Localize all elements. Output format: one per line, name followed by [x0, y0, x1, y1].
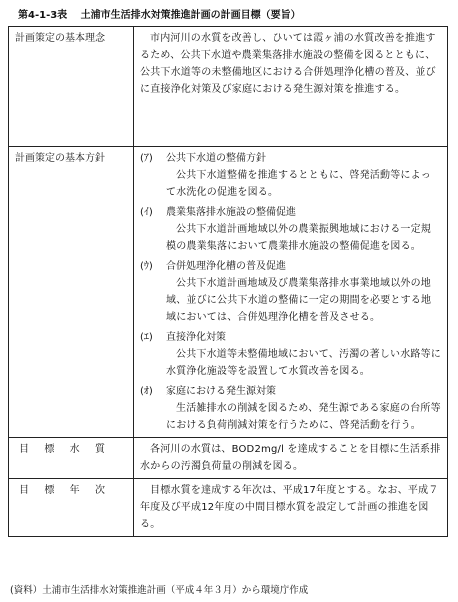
target-year-text: 目標水質を達成する年次は、平成17年度とする。なお、平成７年度及び平成12年度の中間目標水質を設定して計画の推進を図る。 [140, 485, 439, 530]
table-row [9, 438, 448, 479]
table-title [18, 6, 448, 21]
item-heading: 農業集落排水施設の整備促進 [166, 207, 296, 218]
policy-item [140, 329, 441, 380]
policy-item [140, 204, 441, 255]
item-mark: (ｲ) [140, 207, 153, 218]
water-quality-cell [134, 438, 448, 479]
item-text: 生活雑排水の削減を図るため、発生源である家庭の台所等における負荷削減対策を行うために、啓発活動を行う。 [166, 403, 441, 431]
item-mark: (ｵ) [140, 386, 153, 397]
row-label-target-year: 目 標 年 次 [9, 479, 134, 537]
table-row [9, 147, 448, 438]
item-heading: 家庭における発生源対策 [166, 386, 276, 397]
row-label-policy: 計画策定の基本方針 [9, 147, 134, 438]
table-number: 第4-1-3表 [18, 10, 68, 21]
item-heading: 直接浄化対策 [166, 332, 226, 343]
item-mark: (ｴ) [140, 332, 153, 343]
source-note: (資料）土浦市生活排水対策推進計画（平成４年３月）から環境庁作成 [10, 585, 309, 596]
policy-cell [134, 147, 448, 438]
item-text: 公共下水道計画地域以外の農業振興地域における一定規模の農業集落において農業排水施設の整備促進を図る。 [166, 224, 431, 252]
target-year-cell [134, 479, 448, 537]
item-text: 公共下水道計画地域及び農業集落排水事業地域以外の地域、並びに公共下水道の整備に一定の期間を必要とする地域においては、合併処理浄化槽を普及させる。 [166, 278, 432, 323]
item-heading: 合併処理浄化槽の普及促進 [166, 261, 286, 272]
item-heading: 公共下水道の整備方針 [166, 153, 266, 164]
water-quality-text: 各河川の水質は、BOD2mg/l を達成することを目標に生活系排水からの汚濁負荷量の削減を図る。 [140, 444, 441, 472]
policy-item [140, 150, 441, 201]
table-caption: 土浦市生活排水対策推進計画の計画目標（要旨） [80, 10, 301, 21]
policy-item [140, 258, 441, 326]
table-row [9, 27, 448, 147]
policy-item [140, 383, 441, 434]
philosophy-text: 市内河川の水質を改善し、ひいては霞ヶ浦の水質改善を推進するため、公共下水道や農業集落排水施設の整備を図るとともに、公共下水道等の未整備地区における合併処理浄化槽の普及、並びに直接浄化対策及び家庭における発生源対策を推進する。 [140, 33, 436, 95]
item-text: 公共下水道整備を推進するとともに、啓発活動等によって水洗化の促進を図る。 [166, 170, 431, 198]
row-label-philosophy: 計画策定の基本理念 [9, 27, 134, 147]
philosophy-cell [134, 27, 448, 147]
row-label-water-quality: 目 標 水 質 [9, 438, 134, 479]
item-mark: (ｱ) [140, 153, 153, 164]
item-text: 公共下水道等未整備地域において、汚濁の著しい水路等に水質浄化施設等を設置して水質改善を図る。 [166, 349, 441, 377]
item-mark: (ｳ) [140, 261, 153, 272]
table-row [9, 479, 448, 537]
plan-target-table [8, 26, 448, 537]
